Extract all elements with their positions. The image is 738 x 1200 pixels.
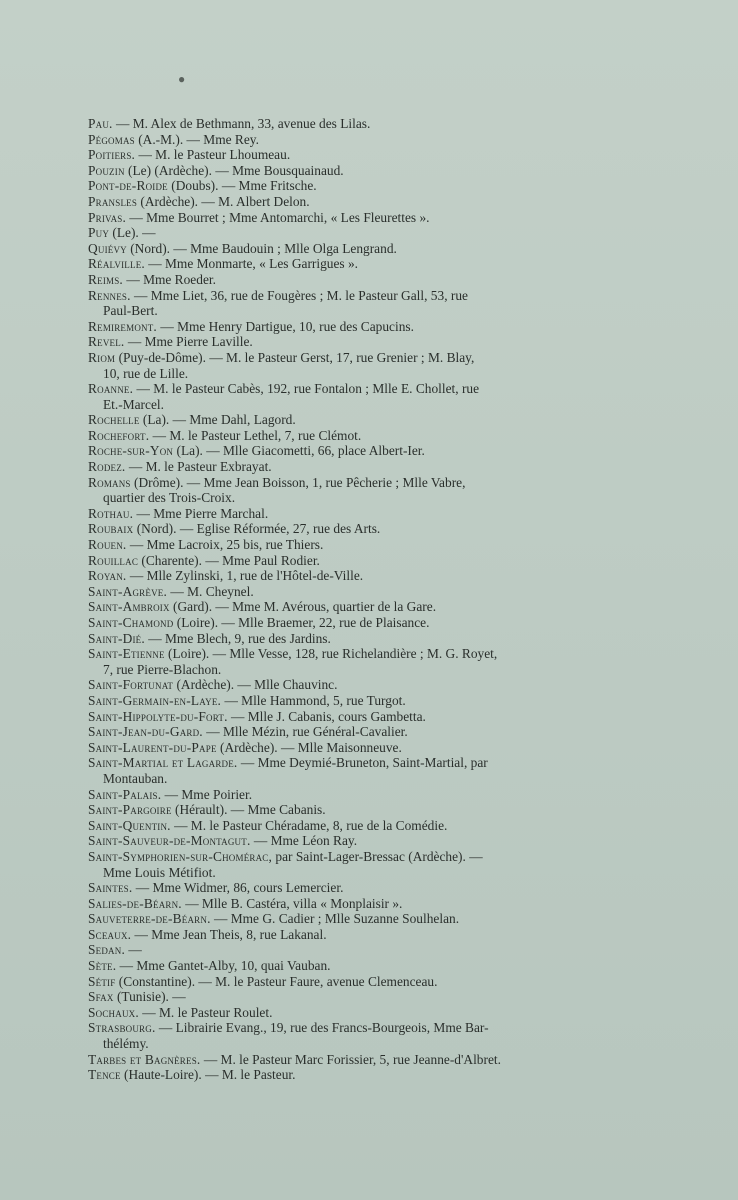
entry-details: —: [125, 942, 142, 958]
directory-entry: [0, 802, 738, 818]
entry-continuation: thélémy.: [103, 1036, 149, 1052]
directory-entry: [0, 755, 738, 786]
directory-entry: [0, 896, 738, 912]
entry-details: — M. le Pasteur Exbrayat.: [125, 459, 272, 475]
entry-details: — M. le Pasteur Lethel, 7, rue Clémot.: [149, 427, 362, 443]
entry-details: — Librairie Evang., 19, rue des Francs-Bourgeois, Mme Bar-: [155, 1020, 489, 1036]
entry-details: (Hérault). — Mme Cabanis.: [171, 802, 326, 818]
entry-place: Sedan.: [88, 942, 125, 958]
entry-place: Saintes.: [88, 880, 133, 896]
directory-entry: [0, 194, 738, 210]
directory-entry: [0, 568, 738, 584]
directory-entry: [0, 849, 738, 880]
directory-entry: [0, 350, 738, 381]
entry-details: (Le). —: [109, 225, 156, 241]
entry-details: — Mme Pierre Laville.: [124, 334, 253, 350]
directory-entry: [0, 724, 738, 740]
directory-entry: [0, 553, 738, 569]
directory-entry: [0, 147, 738, 163]
entry-place: Pransles: [88, 193, 138, 209]
entry-place: Saint-Palais.: [88, 786, 162, 802]
entry-details: — Mme Lacroix, 25 bis, rue Thiers.: [126, 537, 324, 553]
entry-place: Rouen.: [88, 537, 127, 553]
entry-details: — M. Cheynel.: [167, 583, 254, 599]
entry-place: Rouillac: [88, 552, 139, 568]
entry-details: — Mlle Zylinski, 1, rue de l'Hôtel-de-Ville.: [126, 568, 364, 584]
entry-continuation: 10, rue de Lille.: [103, 365, 189, 381]
directory-entry: [0, 178, 738, 194]
entry-place: Rothau.: [88, 505, 134, 521]
directory-entry: [0, 210, 738, 226]
entry-place: Sétif: [88, 973, 116, 989]
entry-place: Riom: [88, 349, 116, 365]
entry-details: (La). — Mlle Giacometti, 66, place Albert-Ier.: [173, 443, 425, 459]
entry-details: (La). — Mme Dahl, Lagord.: [139, 412, 296, 428]
directory-entry: [0, 319, 738, 335]
entry-place: Tence: [88, 1067, 121, 1083]
entry-place: Saint-Agrève.: [88, 583, 168, 599]
entry-place: Saint-Pargoire: [88, 802, 172, 818]
directory-entry: [0, 880, 738, 896]
entry-details: (Tunisie). —: [113, 989, 186, 1005]
directory-entry: [0, 584, 738, 600]
entry-details: — Mme Widmer, 86, cours Lemercier.: [132, 880, 344, 896]
entry-details: — Mme Léon Ray.: [250, 833, 358, 849]
directory-entry: [0, 1020, 738, 1051]
entry-place: Royan.: [88, 568, 127, 584]
entry-details: — Mme Liet, 36, rue de Fougères ; M. le Pasteur Gall, 53, rue: [130, 287, 468, 303]
entry-details: — Mme Henry Dartigue, 10, rue des Capucins.: [156, 318, 414, 334]
entry-place: Quiévy: [88, 240, 127, 256]
entry-place: Rennes.: [88, 287, 131, 303]
entry-details: — M. le Pasteur Lhoumeau.: [135, 147, 291, 163]
entry-continuation: Montauban.: [103, 770, 168, 786]
directory-entry: [0, 132, 738, 148]
directory-entry: [0, 927, 738, 943]
entry-details: — Mme Pierre Marchal.: [133, 505, 269, 521]
entry-continuation: Et.-Marcel.: [103, 396, 164, 412]
entry-details: — Mme Poirier.: [161, 786, 253, 802]
directory-entry: [0, 521, 738, 537]
entry-details: — Mme Deymié-Bruneton, Saint-Martial, par: [237, 755, 488, 771]
entry-details: (Doubs). — Mme Fritsche.: [167, 178, 317, 194]
entry-place: Saint-Fortunat: [88, 677, 174, 693]
entry-place: Saint-Etienne: [88, 646, 165, 662]
entry-details: — Mme Blech, 9, rue des Jardins.: [144, 630, 331, 646]
entry-place: Saint-Martial et Lagarde.: [88, 755, 238, 771]
directory-entry: [0, 412, 738, 428]
entry-details: — M. Alex de Bethmann, 33, avenue des Lilas.: [112, 116, 371, 131]
entry-continuation: Paul-Bert.: [103, 303, 158, 319]
directory-entry: [0, 818, 738, 834]
directory-entry: [0, 288, 738, 319]
directory-entry: [0, 163, 738, 179]
entry-place: Sceaux.: [88, 926, 132, 942]
entry-details: — Mme Roeder.: [122, 271, 216, 287]
entry-place: Saint-Germain-en-Laye.: [88, 692, 222, 708]
entry-place: Saint-Dié.: [88, 630, 145, 646]
entry-details: — M. le Pasteur Marc Forissier, 5, rue Jeanne-d'Albret.: [200, 1051, 501, 1067]
entry-continuation: 7, rue Pierre-Blachon.: [103, 661, 222, 677]
entry-details: — M. le Pasteur Cabès, 192, rue Fontalon ; Mlle E. Chollet, rue: [133, 381, 480, 397]
entry-place: Rochefort.: [88, 427, 150, 443]
directory-entry: [0, 241, 738, 257]
entry-place: Saint-Quentin.: [88, 817, 171, 833]
entry-place: Saint-Chamond: [88, 615, 174, 630]
entry-place: Sauveterre-de-Béarn.: [88, 911, 211, 927]
directory-entry: [0, 631, 738, 647]
entry-details: (Loire). — Mlle Vesse, 128, rue Richelandière ; M. G. Royet,: [164, 646, 498, 662]
directory-entry: [0, 1052, 738, 1068]
entry-place: Romans: [88, 474, 131, 490]
directory-entry: [0, 599, 738, 615]
entry-details: (A.-M.). — Mme Rey.: [134, 131, 259, 147]
entry-place: Pau.: [88, 116, 113, 131]
entry-details: (Puy-de-Dôme). — M. le Pasteur Gerst, 17, rue Grenier ; M. Blay,: [115, 349, 475, 365]
directory-entry: [0, 1067, 738, 1083]
directory-entry: [0, 537, 738, 553]
directory-entry: [0, 709, 738, 725]
entry-details: — Mlle Mézin, rue Général-Cavalier.: [202, 724, 408, 740]
entry-place: Roche-sur-Yon: [88, 443, 174, 459]
directory-entry: [0, 958, 738, 974]
directory-entry: [0, 459, 738, 475]
directory-entry: [0, 381, 738, 412]
entry-place: Saint-Ambroix: [88, 599, 170, 615]
directory-entry: [0, 911, 738, 927]
entry-details: — Mlle Hammond, 5, rue Turgot.: [221, 692, 406, 708]
entry-place: Rodez.: [88, 459, 126, 475]
entry-details: par Saint-Lager-Bressac (Ardèche). —: [272, 848, 483, 864]
directory-entry: [0, 334, 738, 350]
entry-details: — Mlle J. Cabanis, cours Gambetta.: [227, 708, 426, 724]
directory-entry: [0, 989, 738, 1005]
entry-continuation: Mme Louis Métifiot.: [103, 864, 216, 880]
entry-place: Saint-Sauveur-de-Montagut.: [88, 833, 251, 849]
ornament-mark: ●: [178, 72, 186, 86]
directory-entry: [0, 272, 738, 288]
entry-details: — Mlle B. Castéra, villa « Monplaisir ».: [181, 895, 403, 911]
directory-entry: [0, 787, 738, 803]
directory-entry: [0, 116, 738, 132]
entry-place: Tarbes et Bagnères.: [88, 1051, 201, 1067]
directory-entry: [0, 974, 738, 990]
entry-details: — Mme Monmarte, « Les Garrigues ».: [144, 256, 359, 272]
entry-details: — Mme G. Cadier ; Mlle Suzanne Soulhelan.: [210, 911, 460, 927]
entry-place: Puy: [88, 225, 110, 241]
entry-place: Pégomas: [88, 131, 135, 147]
directory-entry: [0, 475, 738, 506]
entry-place: Saint-Laurent-du-Pape: [88, 739, 217, 755]
directory-entry: [0, 1005, 738, 1021]
directory-entry: [0, 506, 738, 522]
entry-details: (Gard). — Mme M. Avérous, quartier de la Gare.: [169, 599, 437, 615]
entry-place: Sochaux.: [88, 1004, 139, 1020]
entry-place: Saint-Hippolyte-du-Fort.: [88, 708, 228, 724]
entry-place: Saint-Jean-du-Gard.: [88, 724, 203, 740]
entry-details: (Ardèche). — M. Albert Delon.: [137, 193, 310, 209]
entry-place: Remiremont.: [88, 318, 157, 334]
entry-details: (Nord). — Mme Baudouin ; Mlle Olga Lengrand.: [126, 240, 397, 256]
entry-place: Strasbourg.: [88, 1020, 156, 1036]
entry-place: Sète.: [88, 958, 117, 974]
entry-details: (Haute-Loire). — M. le Pasteur.: [120, 1067, 296, 1083]
entry-place: Pont-de-Roide: [88, 178, 168, 194]
entry-details: (Ardèche). — Mlle Chauvinc.: [173, 677, 338, 693]
entry-details: (Constantine). — M. le Pasteur Faure, avenue Clemenceau.: [115, 973, 438, 989]
entry-continuation: quartier des Trois-Croix.: [103, 490, 236, 506]
entry-place: Revel.: [88, 334, 125, 350]
entry-place: Roanne.: [88, 381, 134, 397]
entry-place: Poitiers.: [88, 147, 136, 163]
directory-entry: [0, 428, 738, 444]
entry-details: (Le) (Ardèche). — Mme Bousquainaud.: [124, 162, 344, 178]
directory-entry: [0, 615, 738, 631]
directory-entry: [0, 225, 738, 241]
entry-details: (Drôme). — Mme Jean Boisson, 1, rue Pêcherie ; Mlle Vabre,: [130, 474, 466, 490]
entry-place: Reims.: [88, 271, 123, 287]
entry-place: Roubaix: [88, 521, 134, 537]
entry-details: — Mme Bourret ; Mme Antomarchi, « Les Fleurettes ».: [126, 209, 430, 225]
entry-details: — M. le Pasteur Chéradame, 8, rue de la Comédie.: [170, 817, 448, 833]
entry-details: — Mme Jean Theis, 8, rue Lakanal.: [131, 926, 327, 942]
entry-place: Salies-de-Béarn.: [88, 895, 182, 911]
directory-entry: [0, 677, 738, 693]
entry-place: Rochelle: [88, 412, 140, 428]
entry-details: — Mme Gantet-Alby, 10, quai Vauban.: [116, 958, 331, 974]
entry-details: (Charente). — Mme Paul Rodier.: [138, 552, 320, 568]
entry-place: Réalville.: [88, 256, 145, 272]
directory-entry: [0, 693, 738, 709]
entry-place: Saint-Symphorien-sur-Chomérac,: [88, 848, 273, 864]
directory-entry: [0, 646, 738, 677]
directory-entry: [0, 833, 738, 849]
entry-place: Pouzin: [88, 162, 125, 178]
directory-entry: [0, 942, 738, 958]
entry-details: (Nord). — Eglise Réformée, 27, rue des Arts.: [133, 521, 381, 537]
directory-list: [0, 116, 738, 1083]
entry-details: (Ardèche). — Mlle Maisonneuve.: [216, 739, 402, 755]
directory-entry: [0, 256, 738, 272]
entry-details: (Loire). — Mlle Braemer, 22, rue de Plaisance.: [173, 615, 430, 630]
entry-place: Sfax: [88, 989, 114, 1005]
entry-place: Privas.: [88, 209, 127, 225]
entry-details: — M. le Pasteur Roulet.: [138, 1004, 273, 1020]
directory-entry: [0, 740, 738, 756]
directory-entry: [0, 443, 738, 459]
